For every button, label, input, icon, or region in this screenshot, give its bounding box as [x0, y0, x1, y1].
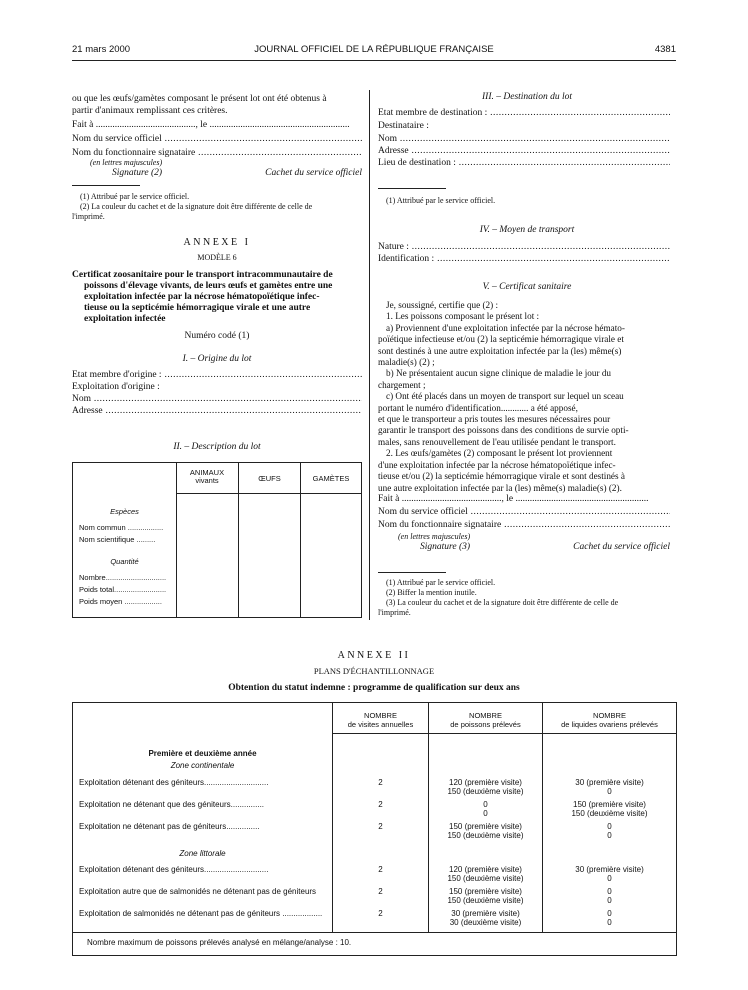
poids-total-row: Poids total......................... — [79, 585, 167, 594]
numero-code: Numéro codé (1) — [184, 331, 250, 341]
quantite-label: Quantité — [110, 557, 139, 566]
intro-line: partir d'animaux remplissant ces critères. — [72, 105, 228, 116]
row-ovarian: 0 0 — [607, 887, 612, 906]
header-title: JOURNAL OFFICIEL DE LA RÉPUBLIQUE FRANÇAISE — [254, 44, 494, 55]
right-footnote-rule-2 — [378, 572, 446, 573]
right-footnote-rule-1 — [378, 188, 446, 189]
right-fait-a-line: Fait à .........................................., le ........................................................ — [378, 494, 649, 504]
annexe-ii-subtitle: PLANS D'ÉCHANTILLONNAGE — [313, 666, 435, 676]
right-footnotes: (1) Attribué par le service officiel. (2) Biffer la mention inutile. (3) La couleur du cachet et de la signature doit être différente de celle de l'imprimé. — [378, 578, 619, 617]
col-visites: NOMBRE de visites annuelles — [347, 711, 414, 729]
right-signature-row — [378, 542, 670, 556]
col-animaux: ANIMAUX vivants — [189, 468, 225, 486]
nom-commun-row: Nom commun ................. — [79, 523, 164, 532]
origine-nom: Nom ..... — [72, 394, 362, 406]
col-poissons: NOMBRE de poissons prélevés — [450, 711, 521, 729]
destination-nom: Nom ..... — [378, 134, 670, 146]
annexe-ii-heading: Obtention du statut indemne : programme de qualification sur deux ans — [228, 683, 520, 693]
nombre-row: Nombre............................. — [79, 573, 167, 582]
le-label: le — [200, 119, 208, 130]
certificate-title: Certificat zoosanitaire pour le transport intracommunautaire de poissons d'élevage vivants, de leurs œufs et gamètes entre une exploitation infectée par la nécrose hématopoïétique infec- tieuse ou la septicémie hémorragique virale et une autre exploitation infectée — [72, 270, 333, 324]
cachet-label: Cachet du service officiel — [265, 167, 362, 178]
row-ovarian: 150 (première visite) 150 (deuxième visite) — [571, 800, 648, 819]
right-cachet-label: Cachet du service officiel — [573, 542, 670, 552]
col-oeufs: ŒUFS — [258, 474, 281, 483]
header-page: 4381 — [654, 44, 676, 55]
service-line: Nom du service officiel ..... — [72, 132, 362, 146]
description-title: II. – Description du lot — [173, 442, 261, 452]
row-label: Exploitation détenant des géniteurs............................. — [79, 778, 269, 787]
col-liquides: NOMBRE de liquides ovariens prélevés — [561, 711, 658, 729]
annexe-i-title: ANNEXE I — [183, 237, 251, 248]
certificate-body: Je, soussigné, certifie que (2) : 1. Les poissons composant le présent lot : a) Proviennent d'une exploitation infectée par la nécrose hémato- poïétique infectieuse et/ou (2) la septicémie hémorragique virale et sont destinés à une autre exploitation infectée par la (les) même(s) maladie(s) (2) ; b) Ne présentaient aucun signe clinique de maladie le jour du chargement ; c) Ont été placés dans un moyen de transport sur lequel un sceau portant le numéro d'identification............ a été apposé, et que le transporteur a pris toutes les mesures nécessaires pour garantir le transport des poissons dans des conditions de survie opti- males, sans renouvellement de l'eau utilisée pendant le transport. 2. Les œufs/gamètes (2) composant le présent lot proviennent d'une exploitation infectée par la nécrose hématopoïétique infec- tieuse et/ou (2) la septicémie hémorragique virale et sont destinés à une autre exploitation infectée par la (les) même(s) maladie(s) (2). — [378, 300, 629, 493]
row-fish: 30 (première visite) 30 (deuxième visite) — [449, 909, 522, 928]
transport-title: IV. – Moyen de transport — [479, 225, 575, 235]
intro-line: ou que les œufs/gamètes composant le présent lot ont été obtenus à — [72, 94, 327, 104]
right-signature-label: Signature (3) — [420, 542, 471, 552]
sanitaire-title: V. – Certificat sanitaire — [482, 282, 572, 292]
destination-adresse: Adresse ..... — [378, 146, 670, 158]
row-visits: 2 — [378, 800, 383, 809]
row-label: Exploitation ne détenant pas de géniteurs............... — [79, 822, 260, 831]
table-footer-note: Nombre maximum de poissons prélevés analysé en mélange/analyse : 10. — [87, 938, 352, 947]
row-ovarian: 0 0 — [607, 909, 612, 928]
row-fish: 120 (première visite) 150 (deuxième visite) — [447, 865, 524, 884]
right-majuscules-note: (en lettres majuscules) — [398, 532, 471, 541]
origine-title: I. – Origine du lot — [182, 354, 252, 364]
row-fish: 120 (première visite) 150 (deuxième visite) — [447, 778, 524, 797]
zone-continentale: Zone continentale — [170, 761, 235, 770]
row-visits: 2 — [378, 778, 383, 787]
row-label: Exploitation autre que de salmonidés ne détenant pas de géniteurs — [79, 887, 317, 896]
description-table — [72, 462, 362, 618]
poids-moyen-row: Poids moyen .................. — [79, 597, 162, 606]
row-ovarian: 0 0 — [607, 822, 612, 841]
row-label: Exploitation de salmonidés ne détenant pas de géniteurs .................. — [79, 909, 323, 918]
row-visits: 2 — [378, 887, 383, 896]
origine-etat: Etat membre d'origine : ..... — [72, 370, 362, 382]
destination-title: III. – Destination du lot — [482, 92, 572, 102]
column-divider — [369, 90, 370, 620]
row-ovarian: 30 (première visite) 0 — [575, 778, 644, 797]
nom-scientifique-row: Nom scientifique ......... — [79, 535, 156, 544]
right-footnote-1: (1) Attribué par le service officiel. — [386, 196, 496, 205]
transport-fields — [378, 242, 670, 266]
row-fish: 150 (première visite) 150 (deuxième visite) — [447, 822, 524, 841]
fait-a-line: Fait à .........................................., le ........................................................... — [72, 119, 350, 130]
destination-lieu: Lieu de destination : ..... — [378, 158, 670, 170]
row-ovarian: 30 (première visite) 0 — [575, 865, 644, 884]
transport-nature: Nature : ..... — [378, 242, 670, 254]
row-fish: 150 (première visite) 150 (deuxième visite) — [447, 887, 524, 906]
destination-destinataire: Destinataire : — [378, 121, 429, 131]
origine-exploitation: Exploitation d'origine : — [72, 382, 160, 392]
row-label: Exploitation ne détenant que des géniteurs............... — [79, 800, 265, 809]
left-footnotes: (1) Attribué par le service officiel. (2) La couleur du cachet et de la signature doit être différente de celle de l'imprimé. — [72, 192, 313, 221]
signature-label: Signature (2) — [112, 167, 163, 178]
right-signature-block — [378, 494, 670, 556]
modele-label: MODÈLE 6 — [197, 253, 237, 262]
fonctionnaire-line: Nom du fonctionnaire signataire ..... — [72, 146, 362, 158]
header-date: 21 mars 2000 — [72, 44, 131, 55]
sampling-table — [72, 702, 677, 956]
zone-littorale: Zone littorale — [179, 849, 226, 858]
majuscules-note: (en lettres majuscules) — [90, 157, 163, 167]
transport-identification: Identification : ..... — [378, 254, 670, 266]
footnote-rule — [72, 185, 140, 186]
row-visits: 2 — [378, 865, 383, 874]
left-column — [72, 94, 362, 182]
row-fish: 0 0 — [483, 800, 488, 819]
col-gametes: GAMÈTES — [312, 474, 350, 483]
row-label: Exploitation détenant des géniteurs............................. — [79, 865, 269, 874]
annexe-ii-title: ANNEXE II — [337, 650, 411, 661]
destination-etat: Etat membre de destination : ..... — [378, 108, 670, 121]
signature-row — [72, 168, 362, 182]
right-fonctionnaire-line: Nom du fonctionnaire signataire ..... — [378, 520, 670, 532]
right-service-line: Nom du service officiel ..... — [378, 507, 670, 520]
row-visits: 2 — [378, 822, 383, 831]
origine-fields — [72, 370, 362, 418]
origine-adresse: Adresse ..... — [72, 406, 362, 418]
destination-fields — [378, 108, 670, 170]
row-visits: 2 — [378, 909, 383, 918]
fait-a-label: Fait à — [72, 119, 94, 130]
header-rule — [72, 60, 676, 61]
especes-label: Espèces — [110, 507, 139, 516]
section-label: Première et deuxième année — [148, 749, 257, 758]
